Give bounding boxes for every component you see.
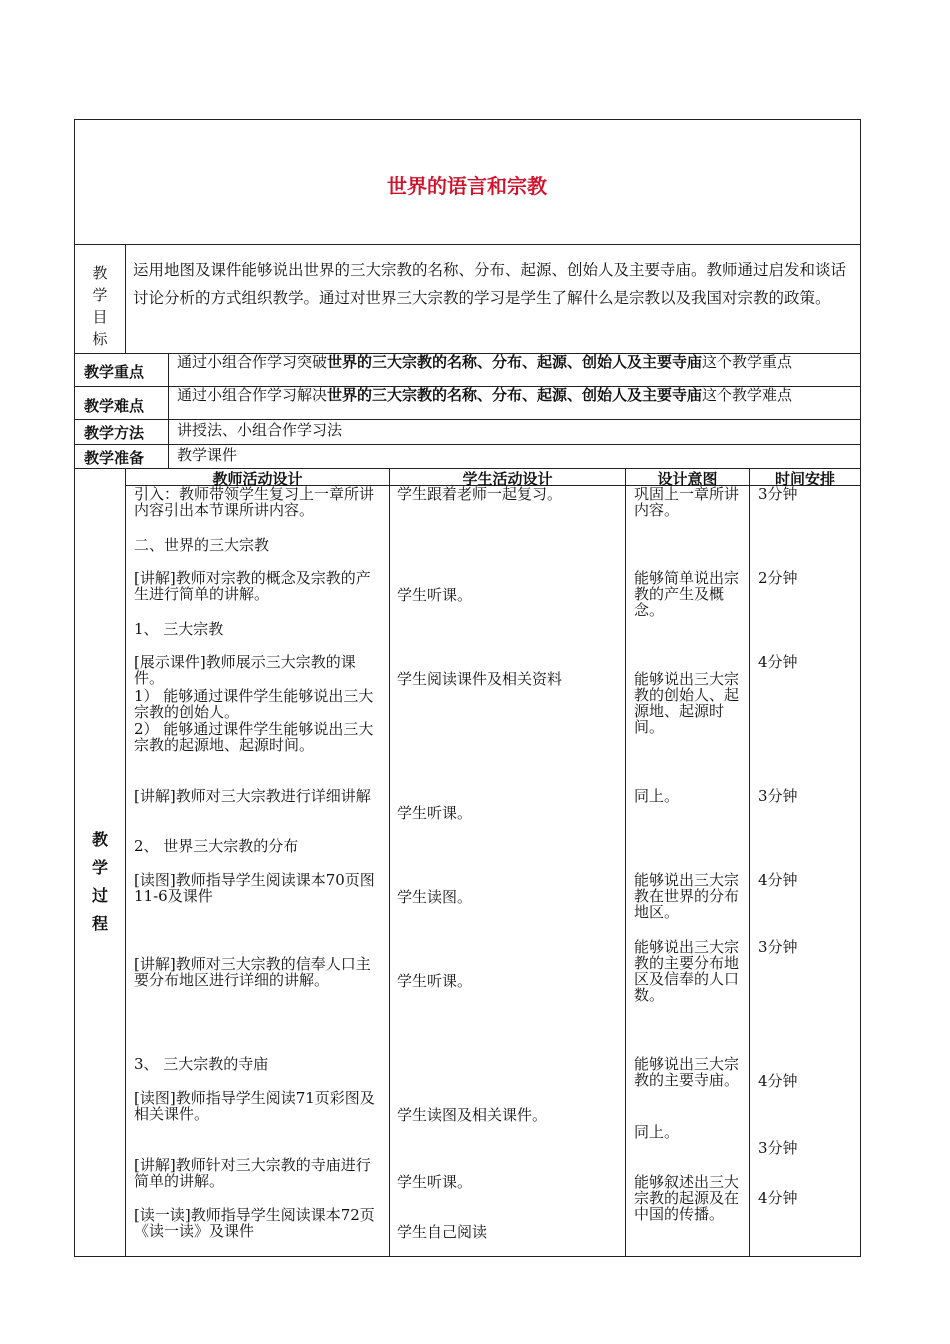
student-item: 学生跟着老师一起复习。 (397, 485, 563, 503)
row-divider (74, 444, 861, 445)
key-point-label: 教学重点 (84, 363, 145, 381)
time-col-divider (749, 468, 750, 1257)
student-item: 学生听课。 (397, 1173, 473, 1191)
teacher-item: [读图]教师指导学生阅读71页彩图及相关课件。 (134, 1089, 375, 1123)
intent-col-divider (625, 468, 626, 1257)
time-item: 2分钟 (758, 569, 798, 587)
time-item: 3分钟 (758, 1139, 798, 1157)
time-item: 4分钟 (758, 1189, 798, 1207)
teacher-item: 3、 三大宗教的寺庙 (134, 1055, 269, 1073)
time-item: 4分钟 (758, 1072, 798, 1090)
difficulty-bold: 世界的三大宗教的名称、分布、起源、创始人及主要寺庙 (327, 386, 703, 404)
objectives-label-char: 教 (92, 264, 108, 282)
student-item: 学生读图及相关课件。 (397, 1106, 548, 1124)
teacher-item: [展示课件]教师展示三大宗教的课件。 (134, 653, 356, 687)
difficulty-suffix: 这个教学难点 (702, 386, 793, 404)
row-divider (74, 419, 861, 420)
method-label: 教学方法 (84, 424, 145, 442)
process-label-char: 教 (91, 830, 108, 849)
key-point-text (177, 354, 855, 370)
difficulty-label: 教学难点 (84, 397, 145, 415)
student-item: 学生自己阅读 (397, 1223, 488, 1241)
key-point-bold: 世界的三大宗教的名称、分布、起源、创始人及主要寺庙 (327, 353, 703, 371)
page-title: 世界的语言和宗教 (387, 174, 547, 198)
teacher-item: [讲解]教师对三大宗教进行详细讲解 (134, 787, 371, 805)
intent-item: 巩固上一章所讲内容。 (634, 485, 740, 519)
row-divider (74, 244, 861, 245)
student-item: 学生读图。 (397, 888, 473, 906)
objectives-label-char: 标 (92, 330, 108, 348)
intent-item: 能够叙述出三大宗教的起源及在中国的传播。 (634, 1173, 740, 1223)
header-student: 学生活动设计 (462, 470, 553, 488)
header-time: 时间安排 (774, 470, 835, 488)
key-point-suffix: 这个教学重点 (702, 353, 793, 371)
teacher-item: 1、 三大宗教 (134, 620, 224, 638)
header-intent: 设计意图 (657, 470, 718, 488)
process-label-char: 程 (91, 914, 108, 933)
student-item: 学生阅读课件及相关资料 (397, 670, 563, 688)
preparation-text: 教学课件 (177, 446, 238, 464)
table-border-top (74, 119, 861, 120)
objectives-label (76, 262, 124, 350)
intent-item: 同上。 (634, 1123, 680, 1141)
difficulty-text (177, 387, 855, 403)
teacher-item: 2） 能够通过课件学生能够说出三大宗教的起源地、起源时间。 (134, 720, 374, 754)
process-label (76, 826, 124, 938)
intent-item: 能够说出三大宗教在世界的分布地区。 (634, 871, 740, 921)
teacher-item: [读图]教师指导学生阅读课本70页图11-6及课件 (134, 871, 375, 905)
method-text: 讲授法、小组合作学习法 (177, 421, 343, 439)
intent-item: 同上。 (634, 787, 680, 805)
table-border-right (860, 119, 861, 1257)
objectives-label-char: 学 (92, 286, 108, 304)
student-item: 学生听课。 (397, 972, 473, 990)
objectives-text: 运用地图及课件能够说出世界的三大宗教的名称、分布、起源、创始人及主要寺庙。教师通过启发和谈话讨论分析的方式组织教学。通过对世界三大宗教的学习是学生了解什么是宗教以及我国对宗教的政策。 (133, 261, 847, 307)
teacher-item: 1） 能够通过课件学生能够说出三大宗教的创始人。 (134, 687, 374, 721)
time-item: 4分钟 (758, 871, 798, 889)
process-label-char: 过 (91, 886, 108, 905)
time-item: 3分钟 (758, 485, 798, 503)
teacher-item: [讲解]教师对三大宗教的信奉人口主要分布地区进行详细的讲解。 (134, 955, 371, 989)
time-item: 3分钟 (758, 787, 798, 805)
teacher-item: 二、世界的三大宗教 (134, 536, 270, 554)
student-item: 学生听课。 (397, 804, 473, 822)
table-border-bottom (74, 1256, 861, 1257)
teacher-item: 引入：教师带领学生复习上一章所讲内容引出本节课所讲内容。 (134, 485, 375, 519)
time-item: 3分钟 (758, 938, 798, 956)
key-point-prefix: 通过小组合作学习突破 (177, 353, 328, 371)
label-col-divider (168, 353, 169, 468)
time-item: 4分钟 (758, 653, 798, 671)
objective-col-divider (125, 244, 126, 354)
process-col-divider (125, 468, 126, 1257)
preparation-label: 教学准备 (84, 449, 145, 467)
teacher-item: 2、 世界三大宗教的分布 (134, 837, 299, 855)
objectives-label-char: 目 (92, 308, 108, 326)
student-item: 学生听课。 (397, 586, 473, 604)
difficulty-prefix: 通过小组合作学习解决 (177, 386, 328, 404)
teacher-item: [讲解]教师针对三大宗教的寺庙进行简单的讲解。 (134, 1156, 371, 1190)
intent-item: 能够说出三大宗教的主要分布地区及信奉的人口数。 (634, 938, 740, 1004)
student-col-divider (389, 468, 390, 1257)
teacher-item: [读一读]教师指导学生阅读课本72页《读一读》及课件 (134, 1206, 375, 1240)
intent-item: 能够说出三大宗教的创始人、起源地、起源时间。 (634, 670, 740, 736)
process-label-char: 学 (91, 858, 108, 877)
header-teacher: 教师活动设计 (212, 470, 303, 488)
intent-item: 能够简单说出宗教的产生及概念。 (634, 569, 740, 619)
teacher-item: [讲解]教师对宗教的概念及宗教的产生进行简单的讲解。 (134, 569, 371, 603)
table-border-left (74, 119, 75, 1257)
intent-item: 能够说出三大宗教的主要寺庙。 (634, 1055, 740, 1089)
